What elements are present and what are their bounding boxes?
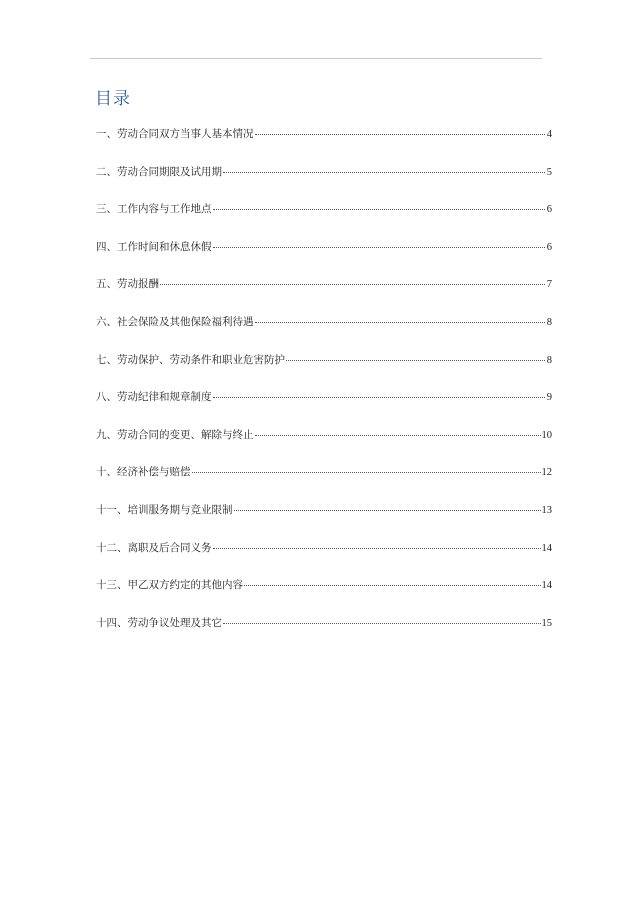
toc-leader-dots (255, 322, 546, 323)
toc-entry[interactable] (96, 314, 552, 352)
toc-entry-page: 4 (546, 129, 552, 140)
toc-entry[interactable] (96, 540, 552, 578)
toc-entry[interactable] (96, 352, 552, 390)
toc-entry-label: 七、劳动保护、劳动条件和职业危害防护 (96, 353, 285, 366)
toc-entry-page: 5 (546, 166, 552, 178)
toc-title: 目录 (95, 89, 131, 109)
toc-leader-dots (223, 172, 545, 173)
toc-entry-page: 12 (541, 467, 552, 479)
toc-leader-dots (223, 623, 541, 624)
toc-entry[interactable] (96, 427, 552, 465)
toc-entry-label: 十四、劳动争议处理及其它 (96, 616, 222, 629)
toc-entry-page: 13 (541, 504, 552, 516)
toc-entry-page: 7 (546, 279, 552, 291)
toc-entry-label: 十、经济补偿与赔偿 (96, 466, 191, 479)
toc-entry-label: 十三、甲乙双方约定的其他内容 (96, 579, 243, 592)
toc-entry-page: 8 (546, 354, 552, 366)
toc-leader-dots (255, 435, 541, 436)
toc-entry-page: 6 (546, 241, 552, 253)
toc-entry-label: 十一、培训服务期与竞业限制 (96, 503, 233, 516)
toc-entry-page: 14 (541, 580, 552, 592)
toc-entry[interactable] (96, 239, 552, 277)
toc-entry-label: 六、社会保险及其他保险福利待遇 (96, 315, 254, 328)
toc-entry-label: 一、劳动合同双方当事人基本情况 (96, 128, 254, 140)
toc-entry-page: 14 (541, 542, 552, 554)
toc-leader-dots (234, 510, 541, 511)
toc-entry[interactable] (96, 389, 552, 427)
toc-entry-label: 四、工作时间和休息休假 (96, 240, 212, 253)
toc-leader-dots (192, 472, 541, 473)
toc-entry-page: 15 (541, 617, 552, 629)
toc-leader-dots (213, 247, 546, 248)
toc-entry-label: 三、工作内容与工作地点 (96, 203, 212, 216)
toc-entry[interactable] (96, 164, 552, 202)
toc-entry[interactable] (96, 577, 552, 615)
toc-list (96, 126, 552, 652)
toc-entry[interactable] (96, 126, 552, 164)
toc-leader-dots (160, 284, 545, 285)
toc-entry[interactable] (96, 276, 552, 314)
toc-entry-label: 二、劳动合同期限及试用期 (96, 165, 222, 178)
toc-entry-page: 9 (546, 392, 552, 404)
toc-entry[interactable] (96, 502, 552, 540)
header-rule (90, 58, 542, 59)
toc-leader-dots (255, 134, 546, 135)
toc-entry-label: 十二、离职及后合同义务 (96, 541, 212, 554)
toc-leader-dots (244, 585, 541, 586)
toc-entry-page: 8 (546, 316, 552, 328)
toc-entry-page: 6 (546, 204, 552, 216)
toc-entry[interactable] (96, 615, 552, 653)
toc-leader-dots (213, 397, 546, 398)
toc-entry[interactable] (96, 201, 552, 239)
toc-entry-label: 八、劳动纪律和规章制度 (96, 391, 212, 404)
toc-entry-label: 九、劳动合同的变更、解除与终止 (96, 428, 254, 441)
toc-leader-dots (286, 360, 545, 361)
toc-leader-dots (213, 209, 546, 210)
toc-entry[interactable] (96, 464, 552, 502)
toc-entry-label: 五、劳动报酬 (96, 278, 159, 291)
toc-leader-dots (213, 548, 541, 549)
toc-entry-page: 10 (541, 429, 552, 441)
